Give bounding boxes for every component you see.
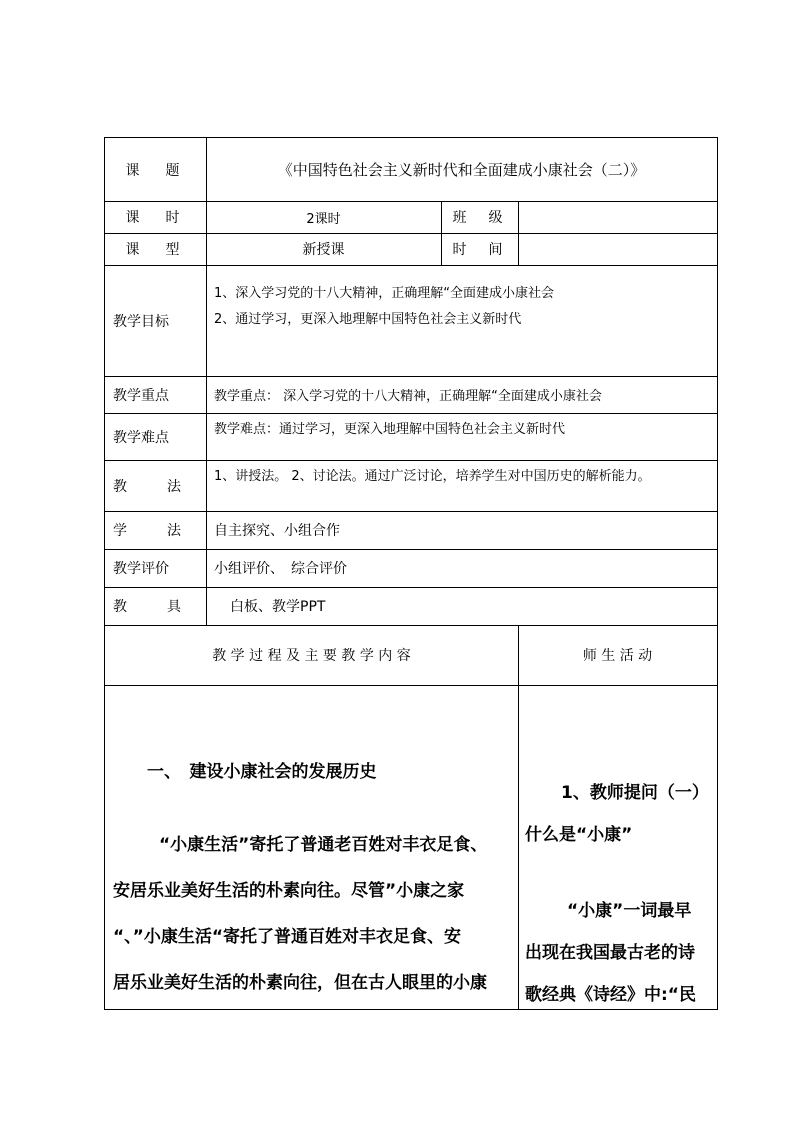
goals-label: 教学目标 [113,313,169,330]
content-line-4: 居乐业美好生活的朴素向往，但在古人眼里的小康 [113,973,487,993]
goals-line-1: 1、深入学习党的十八大精神，正确理解“全面建成小康社会 [214,286,555,301]
method-learn-value: 自主探究、小组合作 [214,523,340,539]
evaluation-value: 小组评价、 综合评价 [214,561,347,577]
time-label: 时 间 [452,242,507,258]
type-label: 课 型 [125,242,186,258]
content-line-1: “小康生活”寄托了普通老百姓对丰衣足食、 [159,835,488,855]
key-value: 教学重点： 深入学习党的十八大精神，正确理解“全面建成小康社会 [214,389,602,404]
evaluation-label: 教学评价 [113,561,169,577]
method-teach-value: 1、讲授法。 2、讨论法。通过广泛讨论，培养学生对中国历史的解析能力。 [214,469,651,484]
method-learn-label: 学 法 [113,523,185,539]
content-line-3: “、”小康生活“寄托了普通百姓对丰衣足食、安 [113,927,462,947]
process-header-left: 教 学 过 程 及 主 要 教 学 内 容 [212,648,411,664]
difficult-value: 教学难点：通过学习，更深入地理解中国特色社会主义新时代 [214,422,566,437]
time-value[interactable] [518,233,717,265]
activity-line-5: 歌经典《诗经》中:“民 [525,985,696,1005]
activity-line-1: 1、教师提问（一） [561,783,709,803]
method-teach-label: 教 法 [113,478,185,495]
process-header-right: 师 生 活 动 [582,648,653,664]
topic-value: 《中国特色社会主义新时代和全面建成小康社会（二）》 [277,161,646,179]
topic-label: 课 题 [125,162,186,179]
section-heading: 一、 建设小康社会的发展历史 [147,762,377,782]
type-value: 新授课 [302,242,345,258]
hours-label: 课 时 [125,210,186,226]
tools-value: 白板、教学PPT [230,599,326,615]
goals-line-2: 2、通过学习，更深入地理解中国特色社会主义新时代 [214,312,522,327]
lesson-plan-table [104,137,718,1010]
difficult-label: 教学难点 [113,429,169,446]
activity-line-3: “小康”一词最早 [567,901,692,921]
activity-line-4: 出现在我国最古老的诗 [525,943,695,963]
tools-label: 教 具 [113,599,185,615]
content-line-2: 安居乐业美好生活的朴素向往。尽管”小康之家 [113,881,465,901]
hours-value: 2课时 [306,211,341,227]
row-divider [105,685,717,686]
activity-line-2: 什么是“小康” [525,825,633,845]
key-label: 教学重点 [113,387,169,404]
class-value[interactable] [518,201,717,233]
class-label: 班 级 [452,210,507,226]
